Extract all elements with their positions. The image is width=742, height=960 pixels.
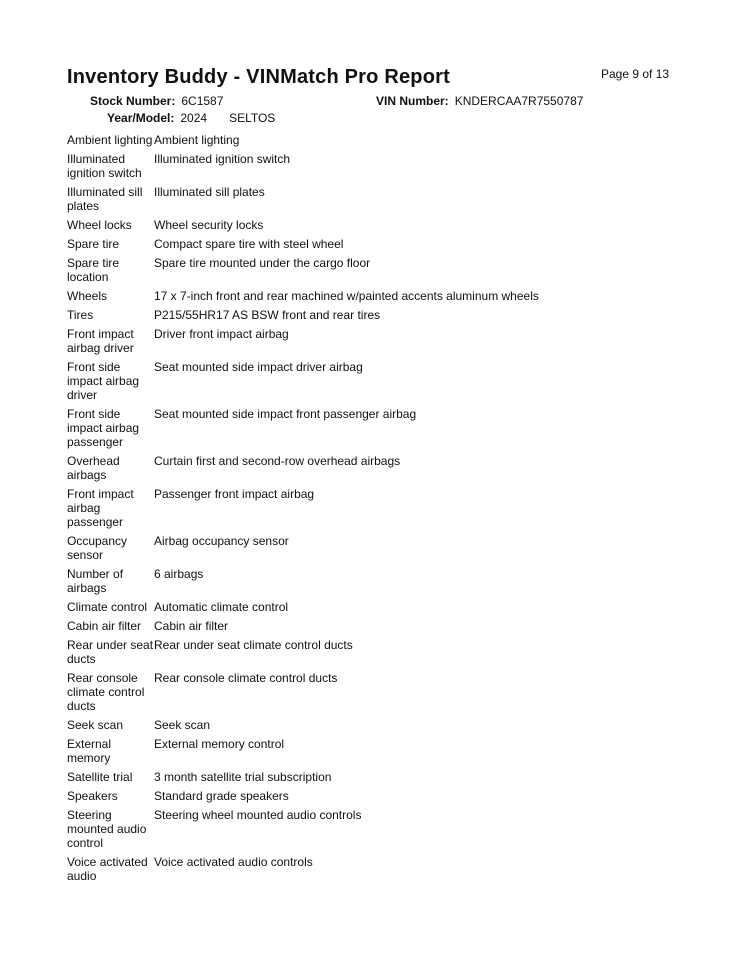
spec-description: Compact spare tire with steel wheel — [154, 237, 344, 251]
spec-row — [67, 308, 687, 322]
spec-name: Front side impact airbag driver — [67, 360, 140, 402]
spec-row — [67, 619, 687, 633]
spec-description: Driver front impact airbag — [154, 327, 289, 341]
spec-description: Standard grade speakers — [154, 789, 289, 803]
spec-row — [67, 600, 687, 614]
spec-description: External memory control — [154, 737, 285, 751]
spec-description: Automatic climate control — [154, 600, 289, 614]
year-model — [107, 111, 275, 125]
spec-description: 3 month satellite trial subscription — [154, 770, 332, 784]
spec-description: 6 airbags — [154, 567, 204, 581]
spec-name: Number of airbags — [67, 567, 124, 595]
spec-row — [67, 218, 687, 232]
spec-row — [67, 789, 687, 803]
spec-description: Wheel security locks — [154, 218, 264, 232]
spec-name: Rear under seat ducts — [67, 638, 154, 666]
spec-row — [67, 737, 687, 765]
spec-name: Voice activated audio — [67, 855, 148, 883]
spec-description: Voice activated audio controls — [154, 855, 313, 869]
spec-row — [67, 808, 687, 850]
spec-name: Wheels — [67, 289, 108, 303]
vin-number-label: VIN Number: — [376, 94, 449, 108]
spec-name: Ambient lighting — [67, 133, 153, 147]
spec-row — [67, 327, 687, 355]
spec-description: Steering wheel mounted audio controls — [154, 808, 362, 822]
spec-description: Seat mounted side impact front passenger airbag — [154, 407, 417, 421]
spec-name: Front side impact airbag passenger — [67, 407, 140, 449]
spec-name: Rear console climate control ducts — [67, 671, 145, 713]
spec-name: Illuminated ignition switch — [67, 152, 142, 180]
spec-description: Airbag occupancy sensor — [154, 534, 289, 548]
spec-name: Climate control — [67, 600, 148, 614]
spec-row — [67, 256, 687, 284]
spec-row — [67, 671, 687, 713]
spec-row — [67, 770, 687, 784]
spec-row — [67, 133, 687, 147]
year-value: 2024 — [180, 111, 208, 125]
spec-name: Spare tire — [67, 237, 120, 251]
spec-name: Spare tire location — [67, 256, 120, 284]
spec-name: Front impact airbag driver — [67, 327, 134, 355]
stock-number — [90, 94, 223, 108]
spec-name: Tires — [67, 308, 94, 322]
spec-row — [67, 289, 687, 303]
spec-name: Speakers — [67, 789, 118, 803]
spec-row — [67, 185, 687, 213]
spec-name: Cabin air filter — [67, 619, 142, 633]
spec-name: External memory — [67, 737, 112, 765]
spec-list — [67, 133, 687, 888]
model-value: SELTOS — [229, 111, 276, 125]
spec-row — [67, 534, 687, 562]
spec-description: Seek scan — [154, 718, 211, 732]
spec-row — [67, 454, 687, 482]
spec-name: Overhead airbags — [67, 454, 120, 482]
spec-name: Front impact airbag passenger — [67, 487, 134, 529]
page-number: Page 9 of 13 — [601, 67, 670, 81]
spec-description: Cabin air filter — [154, 619, 229, 633]
spec-description: Ambient lighting — [154, 133, 240, 147]
spec-row — [67, 638, 687, 666]
spec-description: Passenger front impact airbag — [154, 487, 315, 501]
spec-name: Wheel locks — [67, 218, 132, 232]
spec-name: Seek scan — [67, 718, 124, 732]
stock-number-label: Stock Number: — [90, 94, 176, 108]
spec-row — [67, 237, 687, 251]
spec-row — [67, 407, 687, 449]
spec-description: Illuminated ignition switch — [154, 152, 291, 166]
spec-row — [67, 567, 687, 595]
spec-name: Illuminated sill plates — [67, 185, 143, 213]
spec-description: Rear under seat climate control ducts — [154, 638, 353, 652]
spec-description: Spare tire mounted under the cargo floor — [154, 256, 371, 270]
vin-number — [376, 94, 583, 108]
spec-name: Satellite trial — [67, 770, 133, 784]
spec-name: Occupancy sensor — [67, 534, 128, 562]
report-title: Inventory Buddy - VINMatch Pro Report — [67, 66, 450, 88]
spec-row — [67, 487, 687, 529]
spec-row — [67, 360, 687, 402]
spec-description: P215/55HR17 AS BSW front and rear tires — [154, 308, 381, 322]
spec-description: 17 x 7-inch front and rear machined w/painted accents aluminum wheels — [154, 289, 539, 303]
spec-description: Rear console climate control ducts — [154, 671, 338, 685]
spec-row — [67, 855, 687, 883]
spec-name: Steering mounted audio control — [67, 808, 147, 850]
spec-description: Seat mounted side impact driver airbag — [154, 360, 363, 374]
stock-number-value: 6C1587 — [181, 94, 224, 108]
spec-row — [67, 152, 687, 180]
spec-row — [67, 718, 687, 732]
vin-number-value: KNDERCAA7R7550787 — [454, 94, 584, 108]
spec-description: Illuminated sill plates — [154, 185, 265, 199]
year-model-label: Year/Model: — [107, 111, 175, 125]
spec-description: Curtain first and second-row overhead airbags — [154, 454, 401, 468]
